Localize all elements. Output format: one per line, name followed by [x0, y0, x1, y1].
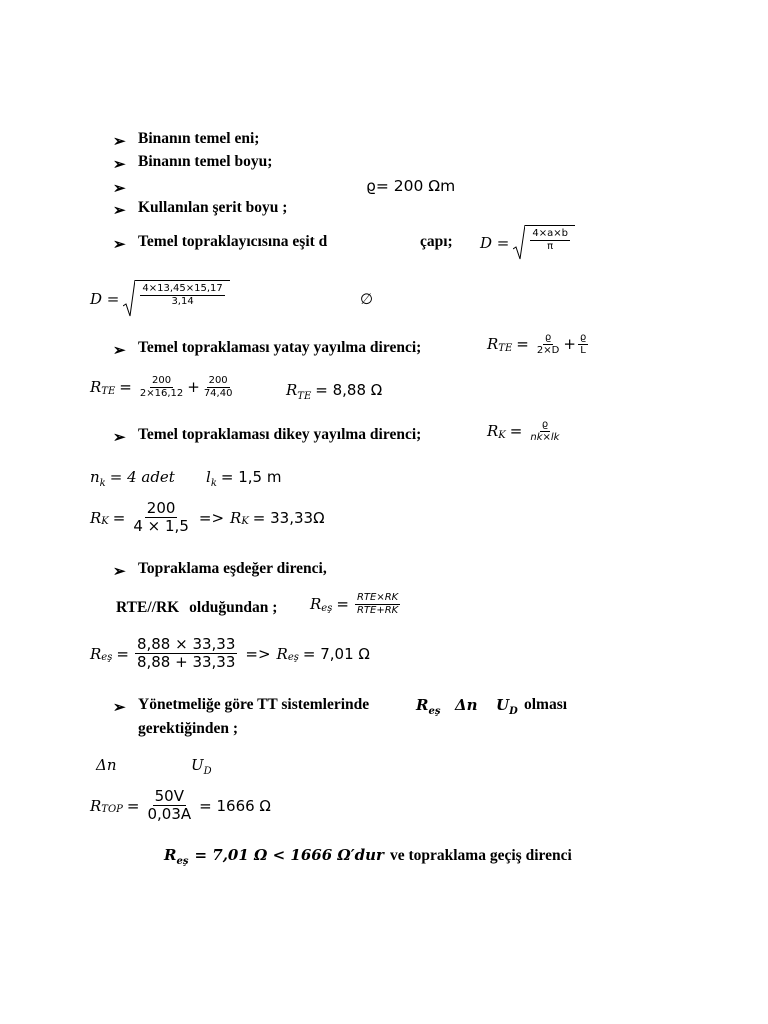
rte-result-val: = 8,88 Ω — [315, 381, 383, 399]
rte-calc-r: R — [90, 378, 102, 396]
res-formula: R eş = $\frac{\text{RTE×RK}}{\text{RTE+RK}}$ — [310, 592, 399, 616]
res-calc-den: 8,88 + 33,33 — [136, 653, 236, 672]
bullet-icon: ➢ — [113, 564, 126, 580]
rte-calc-n2: 200 — [208, 375, 228, 386]
rte-calc-d1: 2×16,12 — [139, 387, 184, 399]
res-arrow: => — [245, 644, 271, 663]
item-yonetmelik-a: Yönetmeliğe göre TT sistemlerinde — [138, 696, 370, 713]
res-calc-sub: eş — [101, 652, 113, 664]
item-rho: ϱ= 200 Ωm — [366, 177, 456, 195]
rte-result — [286, 381, 382, 400]
item-temel-boyu: Binanın temel boyu; — [138, 153, 273, 170]
rk-calc-num: 200 — [146, 499, 176, 517]
final-text: ve topraklama geçiş direnci — [389, 847, 572, 864]
item-yonetmelik-b: olması — [524, 696, 568, 713]
final-r: R — [164, 846, 177, 864]
res-calc: R eş = $\frac{8,88 \times 33,33}{8,88 + 33,33}$ => R eş = 7,01 Ω — [90, 635, 370, 672]
res-calc-r: R — [90, 644, 102, 663]
rte-calc-sub: TE — [101, 385, 116, 397]
rk-n: ϱ — [541, 419, 549, 430]
d-den: π — [547, 240, 554, 252]
bullet-icon: ➢ — [113, 203, 126, 219]
sqrt-symbol — [123, 280, 229, 318]
lk-line: $l_k = 1,5$ m — [206, 468, 282, 489]
nk-line: $n_k = 4$ adet — [90, 468, 175, 489]
yonetmelik-dn: Δn — [455, 696, 478, 714]
rte-calc-n1: 200 — [152, 375, 172, 386]
res-result: = 7,01 Ω — [302, 644, 370, 663]
item-yatay: Temel topraklaması yatay yayılma direnci; — [138, 339, 422, 356]
bullet-icon: ➢ — [113, 700, 126, 716]
res-r: R — [310, 595, 322, 613]
res-res-r: R — [276, 644, 288, 663]
rk-res-r: R — [230, 508, 242, 527]
d-calc-lhs: D = — [90, 290, 120, 308]
rte-n2: ϱ — [579, 332, 587, 343]
item-esit-cap-b: çapı; — [420, 233, 453, 250]
bullet-icon: ➢ — [113, 430, 126, 446]
rte-d2: L — [580, 344, 586, 356]
rtop-den: 0,03A — [147, 805, 192, 824]
sqrt-symbol — [513, 225, 575, 261]
d-formula — [480, 225, 575, 261]
rtop-calc: R TOP = $\frac{50V}{0,03A}$ = 1666 Ω — [90, 787, 271, 824]
rtop-sub: TOP — [101, 804, 123, 816]
d-num: 4×a×b — [532, 228, 568, 239]
rk-arrow: => — [198, 508, 225, 527]
rk-calc: R K = $\frac{200}{4 \times 1,5}$ => R K = 33,33Ω — [90, 499, 325, 536]
yonetmelik-res — [416, 696, 440, 715]
delta-n: Δn — [96, 756, 117, 774]
rk-calc-r: R — [90, 508, 102, 527]
paralel-expr: RTE//RK — [116, 599, 180, 616]
yonetmelik-ud — [496, 696, 518, 715]
bullet-icon: ➢ — [113, 237, 126, 253]
bullet-icon: ➢ — [113, 134, 126, 150]
lk-value: = 1,5 m — [220, 468, 282, 486]
ud-symbol — [191, 756, 212, 775]
rk-sub: K — [498, 429, 506, 441]
rtop-r: R — [90, 796, 102, 815]
rk-d: nk×lk — [530, 431, 560, 443]
item-esdeger: Topraklama eşdeğer direnci, — [138, 560, 327, 577]
rtop-num: 50V — [154, 787, 184, 805]
rte-result-r: R — [286, 381, 298, 399]
nk-value: = 4 adet — [109, 468, 175, 486]
item-esit-cap-a: Temel topraklayıcısına eşit d — [138, 233, 328, 250]
rk-formula: R K = $\frac{ϱ}{nk\times lk}$ — [487, 419, 560, 443]
d-calc-den: 3,14 — [171, 295, 194, 307]
rte-calc: R TE = $\frac{200}{2\times 16,12}$ + $\frac{200}{74,40}$ — [90, 375, 233, 399]
rte-calc-d2: 74,40 — [203, 387, 233, 399]
paralel-sub: olduğundan ; — [189, 599, 278, 616]
rk-calc-sub: K — [101, 516, 109, 528]
bullet-icon: ➢ — [113, 181, 126, 197]
bullet-icon: ➢ — [113, 343, 126, 359]
final-eq: = 7,01 Ω < 1666 Ω′dur — [194, 846, 384, 864]
rte-result-sub: TE — [297, 391, 312, 402]
rk-r: R — [487, 422, 499, 440]
rte-d1: 2×D — [536, 344, 560, 356]
rk-calc-den: 4 × 1,5 — [133, 517, 189, 536]
ud-u: U — [191, 756, 204, 774]
item-serit-boyu: Kullanılan şerit boyu ; — [138, 199, 288, 216]
d-lhs: D = — [480, 234, 510, 252]
rk-res-sub: K — [241, 516, 249, 528]
final-sub: eş — [176, 856, 189, 867]
item-yonetmelik-c: gerektiğinden ; — [138, 720, 239, 737]
empty-set: ∅ — [360, 290, 374, 308]
yon-r: R — [416, 696, 429, 714]
item-dikey: Temel topraklaması dikey yayılma direnci; — [138, 426, 422, 443]
rte-sub: TE — [498, 342, 513, 354]
yon-u: U — [496, 696, 510, 714]
rte-n1: ϱ — [544, 332, 552, 343]
d-calc-num: 4×13,45×15,17 — [142, 283, 223, 294]
ud-sub: D — [203, 766, 212, 777]
res-res-sub: eş — [287, 652, 299, 664]
res-calc-num: 8,88 × 33,33 — [136, 635, 236, 653]
rk-result: = 33,33Ω — [252, 508, 325, 527]
rte-r: R — [487, 335, 499, 353]
res-den: RTE+RK — [356, 604, 399, 616]
res-sub: eş — [321, 602, 333, 614]
paralel-label — [116, 599, 277, 617]
res-num: RTE×RK — [356, 592, 399, 603]
yon-ud-sub: D — [509, 706, 518, 717]
final-line — [164, 846, 572, 865]
bullet-icon: ➢ — [113, 157, 126, 173]
yon-sub: eş — [428, 706, 441, 717]
d-calc — [90, 280, 230, 318]
rtop-result: = 1666 Ω — [199, 796, 271, 815]
item-temel-eni: Binanın temel eni; — [138, 130, 260, 147]
rte-formula: R TE = $\frac{ϱ}{2\times D}$ + $\frac{ϱ}{L}$ — [487, 332, 587, 356]
